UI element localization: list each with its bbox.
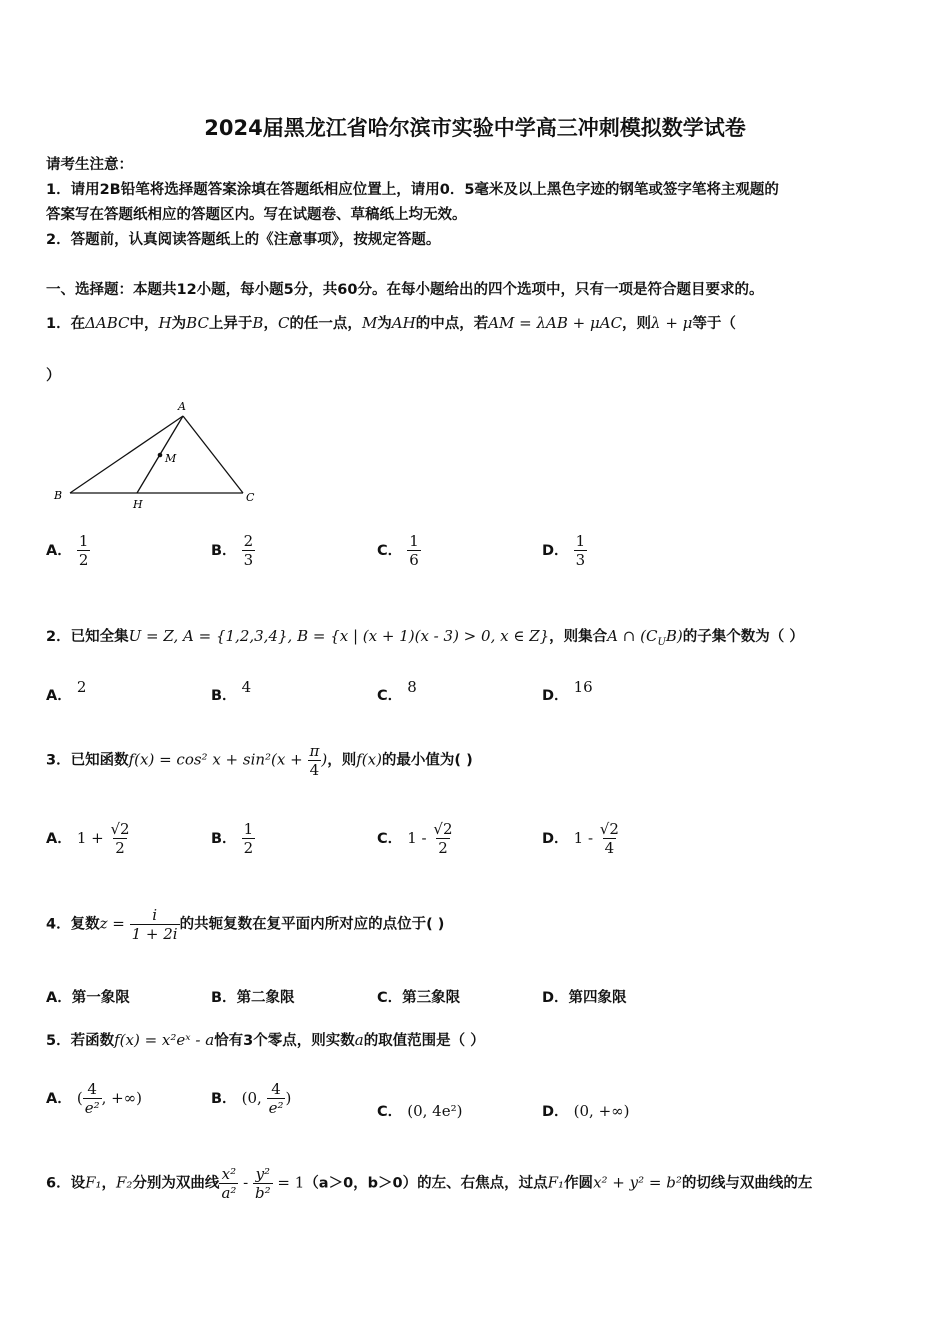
question-5: 5．若函数f(x) = x²eˣ - a恰有3个零点，则实数a的取值范围是（ ） — [46, 1031, 485, 1049]
notice-line: 2．答题前，认真阅读答题纸上的《注意事项》，按规定答题。 — [46, 232, 441, 248]
option-d[interactable]: D． 1 - $\frac{√2}{4}$ — [542, 820, 619, 857]
option-a[interactable]: A． ( $\frac{4}{\text{e²}}$ , +∞) — [46, 1080, 143, 1117]
option-a[interactable]: A． $\frac{1}{2}$ — [46, 532, 89, 569]
question-1-close: ） — [46, 368, 61, 384]
point-m — [158, 453, 163, 458]
label-m: M — [165, 452, 177, 465]
question-2: 2．已知全集U = Z, A = {1,2,3,4}, B = {x | (x + 1)(x - 3) > 0, x ∈ Z}，则集合A ∩ $(C_UB)$的子集个数为（ ） — [46, 627, 804, 648]
option-b[interactable]: B． 4 — [211, 678, 252, 704]
triangle-figure — [50, 398, 270, 516]
option-a[interactable]: A． 1 + $\frac{√2}{2}$ — [46, 820, 130, 857]
label-h: H — [133, 498, 143, 511]
label-b: B — [54, 489, 63, 502]
option-c[interactable]: C．第三象限 — [377, 990, 461, 1006]
question-3: 3．已知函数f(x) = cos² x + sin²(x + $\frac{\pi}{4}$ )，则f(x)的最小值为( ) — [46, 742, 473, 779]
notice-heading: 请考生注意： — [46, 157, 133, 173]
option-d[interactable]: D． 16 — [542, 678, 593, 704]
option-b[interactable]: B． $\frac{2}{3}$ — [211, 532, 254, 569]
option-c[interactable]: C． 8 — [377, 678, 417, 704]
option-c[interactable]: C． 1 - $\frac{√2}{2}$ — [377, 820, 453, 857]
option-c[interactable]: C． $\frac{1}{6}$ — [377, 532, 419, 569]
notice-line: 答案写在答题纸相应的答题区内。写在试题卷、草稿纸上均无效。 — [46, 207, 467, 223]
option-d[interactable]: D． $\frac{1}{3}$ — [542, 532, 586, 569]
option-b[interactable]: B．第二象限 — [211, 990, 295, 1006]
question-4: 4．复数z = $\frac{i}{1 + 2i}$ 的共轭复数在复平面内所对应的点位于( ) — [46, 906, 445, 943]
option-b[interactable]: B． (0, $\frac{4}{\text{e²}}$ ) — [211, 1080, 292, 1117]
section-heading: 一、选择题：本题共12小题，每小题5分，共60分。在每小题给出的四个选项中，只有一项是符合题目要求的。 — [46, 282, 764, 298]
option-d[interactable]: D． (0, +∞) — [542, 1102, 630, 1120]
option-b[interactable]: B． $\frac{1}{2}$ — [211, 820, 254, 857]
page-title: 2024届黑龙江省哈尔滨市实验中学高三冲刺模拟数学试卷 — [204, 116, 746, 140]
notice-line: 1．请用2B铅笔将选择题答案涂填在答题纸相应位置上，请用0．5毫米及以上黑色字迹的钢笔或签字笔将主观题的 — [46, 182, 779, 198]
option-a[interactable]: A．第一象限 — [46, 990, 130, 1006]
option-a[interactable]: A． 2 — [46, 678, 87, 704]
question-6: 6．设F₁，F₂分别为双曲线 $\frac{\text{x²}}{\text{a²}}$ - $\frac{\text{y²}}{\text{b²}}$ = 1（a＞0，b＞0）的左、右焦点，过点F₁作圆x² + y² = b²的切线与双曲线的左 — [46, 1165, 813, 1202]
side-ac — [183, 416, 243, 493]
option-d[interactable]: D．第四象限 — [542, 990, 627, 1006]
label-a: A — [178, 400, 186, 413]
question-1: 1．在ΔABC中，H为BC上异于B，C的任一点，M为AH的中点，若AM = λAB + μAC，则λ + μ等于（ — [46, 314, 736, 332]
option-c[interactable]: C． (0, 4e²) — [377, 1102, 463, 1120]
label-c: C — [246, 491, 255, 504]
